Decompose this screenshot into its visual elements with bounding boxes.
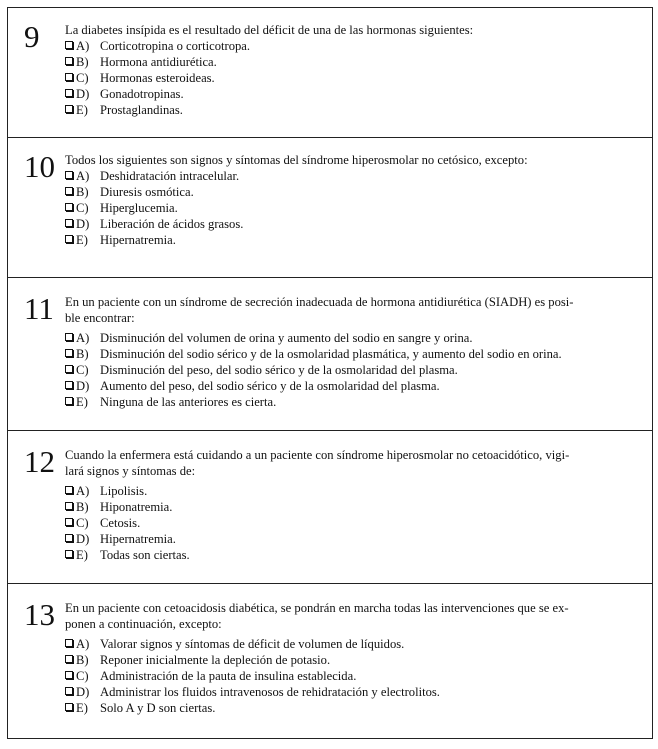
option-text: Deshidratación intracelular. xyxy=(100,169,240,183)
option-letter: C) xyxy=(76,201,89,215)
checkbox-icon[interactable] xyxy=(65,203,73,211)
question-stem-line: En un paciente con un síndrome de secreción inadecuada de hormona antidiurética (SIADH) es posi- xyxy=(65,295,574,309)
question-block xyxy=(8,278,652,431)
option-text: Prostaglandinas. xyxy=(100,103,183,117)
answer-option[interactable] xyxy=(65,378,642,394)
answer-option[interactable] xyxy=(65,54,642,70)
option-text: Cetosis. xyxy=(100,516,141,530)
question-stem xyxy=(65,22,642,38)
question-stem xyxy=(65,294,642,326)
question-stem-line: ble encontrar: xyxy=(65,311,135,325)
option-letter: A) xyxy=(76,484,90,498)
option-letter: B) xyxy=(76,347,89,361)
answer-option[interactable] xyxy=(65,499,642,515)
answer-option[interactable] xyxy=(65,70,642,86)
option-letter: D) xyxy=(76,532,90,546)
checkbox-icon[interactable] xyxy=(65,518,73,526)
option-text: Hiperglucemia. xyxy=(100,201,178,215)
option-text: Administración de la pauta de insulina establecida. xyxy=(100,669,357,683)
question-stem xyxy=(65,447,642,479)
checkbox-icon[interactable] xyxy=(65,333,73,341)
checkbox-icon[interactable] xyxy=(65,671,73,679)
option-letter: A) xyxy=(76,637,90,651)
answer-option[interactable] xyxy=(65,483,642,499)
option-letter: A) xyxy=(76,39,90,53)
checkbox-icon[interactable] xyxy=(65,57,73,65)
question-block xyxy=(8,431,652,584)
option-text: Gonadotropinas. xyxy=(100,87,184,101)
answer-option[interactable] xyxy=(65,668,642,684)
question-stem-line: La diabetes insípida es el resultado del déficit de una de las hormonas siguientes: xyxy=(65,23,474,37)
option-letter: A) xyxy=(76,331,90,345)
option-text: Corticotropina o corticotropa. xyxy=(100,39,251,53)
answer-option[interactable] xyxy=(65,652,642,668)
option-letter: B) xyxy=(76,500,89,514)
answer-option[interactable] xyxy=(65,232,642,248)
checkbox-icon[interactable] xyxy=(65,639,73,647)
question-stem-line: Todos los siguientes son signos y síntomas del síndrome hiperosmolar no cetósico, excepto: xyxy=(65,153,528,167)
option-text: Lipolisis. xyxy=(100,484,148,498)
option-text: Hipernatremia. xyxy=(100,233,176,247)
option-text: Administrar los fluidos intravenosos de rehidratación y electrolitos. xyxy=(100,685,440,699)
question-block xyxy=(8,8,652,138)
option-text: Todas son ciertas. xyxy=(100,548,190,562)
question-number: 10 xyxy=(24,149,55,184)
checkbox-icon[interactable] xyxy=(65,502,73,510)
answer-option[interactable] xyxy=(65,700,642,716)
question-number: 11 xyxy=(24,291,54,326)
checkbox-icon[interactable] xyxy=(65,235,73,243)
option-letter: C) xyxy=(76,71,89,85)
option-letter: D) xyxy=(76,87,90,101)
answer-option[interactable] xyxy=(65,38,642,54)
option-text: Disminución del sodio sérico y de la osmolaridad plasmática, y aumento del sodio en orina. xyxy=(100,347,562,361)
checkbox-icon[interactable] xyxy=(65,534,73,542)
option-text: Hipernatremia. xyxy=(100,532,176,546)
answer-option[interactable] xyxy=(65,184,642,200)
answer-option[interactable] xyxy=(65,200,642,216)
option-letter: B) xyxy=(76,185,89,199)
option-letter: E) xyxy=(76,701,88,715)
question-stem xyxy=(65,600,642,632)
checkbox-icon[interactable] xyxy=(65,365,73,373)
option-letter: D) xyxy=(76,217,90,231)
option-text: Hormonas esteroideas. xyxy=(100,71,215,85)
question-stem-line: Cuando la enfermera está cuidando a un paciente con síndrome hiperosmolar no cetoacidótico, vigi- xyxy=(65,448,570,462)
option-text: Diuresis osmótica. xyxy=(100,185,194,199)
question-number: 13 xyxy=(24,597,55,632)
option-text: Hiponatremia. xyxy=(100,500,173,514)
checkbox-icon[interactable] xyxy=(65,381,73,389)
checkbox-icon[interactable] xyxy=(65,397,73,405)
option-text: Aumento del peso, del sodio sérico y de la osmolaridad del plasma. xyxy=(100,379,440,393)
checkbox-icon[interactable] xyxy=(65,73,73,81)
checkbox-icon[interactable] xyxy=(65,703,73,711)
checkbox-icon[interactable] xyxy=(65,655,73,663)
option-text: Ninguna de las anteriores es cierta. xyxy=(100,395,277,409)
option-text: Disminución del volumen de orina y aumento del sodio en sangre y orina. xyxy=(100,331,473,345)
checkbox-icon[interactable] xyxy=(65,187,73,195)
option-letter: D) xyxy=(76,685,90,699)
checkbox-icon[interactable] xyxy=(65,550,73,558)
checkbox-icon[interactable] xyxy=(65,486,73,494)
question-stem-line: En un paciente con cetoacidosis diabética, se pondrán en marcha todas las intervenciones que se ex- xyxy=(65,601,569,615)
question-block xyxy=(8,584,652,738)
question-sheet xyxy=(7,7,653,739)
answer-option[interactable] xyxy=(65,86,642,102)
question-block xyxy=(8,138,652,278)
question-number: 9 xyxy=(24,19,40,54)
option-letter: D) xyxy=(76,379,90,393)
answer-option[interactable] xyxy=(65,547,642,563)
question-stem-line: ponen a continuación, excepto: xyxy=(65,617,222,631)
option-letter: C) xyxy=(76,363,89,377)
answer-option[interactable] xyxy=(65,216,642,232)
checkbox-icon[interactable] xyxy=(65,41,73,49)
option-text: Disminución del peso, del sodio sérico y de la osmolaridad del plasma. xyxy=(100,363,458,377)
checkbox-icon[interactable] xyxy=(65,171,73,179)
option-letter: B) xyxy=(76,653,89,667)
option-letter: B) xyxy=(76,55,89,69)
option-text: Liberación de ácidos grasos. xyxy=(100,217,244,231)
checkbox-icon[interactable] xyxy=(65,219,73,227)
answer-option[interactable] xyxy=(65,515,642,531)
option-letter: E) xyxy=(76,548,88,562)
option-text: Valorar signos y síntomas de déficit de volumen de líquidos. xyxy=(100,637,405,651)
answer-option[interactable] xyxy=(65,102,642,118)
question-number: 12 xyxy=(24,444,55,479)
option-letter: E) xyxy=(76,103,88,117)
option-letter: A) xyxy=(76,169,90,183)
option-text: Hormona antidiurética. xyxy=(100,55,217,69)
checkbox-icon[interactable] xyxy=(65,687,73,695)
answer-option[interactable] xyxy=(65,531,642,547)
answer-option[interactable] xyxy=(65,330,642,346)
question-stem-line: lará signos y síntomas de: xyxy=(65,464,196,478)
option-letter: E) xyxy=(76,395,88,409)
question-stem xyxy=(65,152,642,168)
checkbox-icon[interactable] xyxy=(65,105,73,113)
answer-option[interactable] xyxy=(65,168,642,184)
answer-option[interactable] xyxy=(65,362,642,378)
option-text: Solo A y D son ciertas. xyxy=(100,701,216,715)
answer-option[interactable] xyxy=(65,684,642,700)
option-letter: C) xyxy=(76,669,89,683)
option-letter: C) xyxy=(76,516,89,530)
option-letter: E) xyxy=(76,233,88,247)
answer-option[interactable] xyxy=(65,636,642,652)
checkbox-icon[interactable] xyxy=(65,349,73,357)
checkbox-icon[interactable] xyxy=(65,89,73,97)
answer-option[interactable] xyxy=(65,394,642,410)
option-text: Reponer inicialmente la depleción de potasio. xyxy=(100,653,331,667)
answer-option[interactable] xyxy=(65,346,642,362)
